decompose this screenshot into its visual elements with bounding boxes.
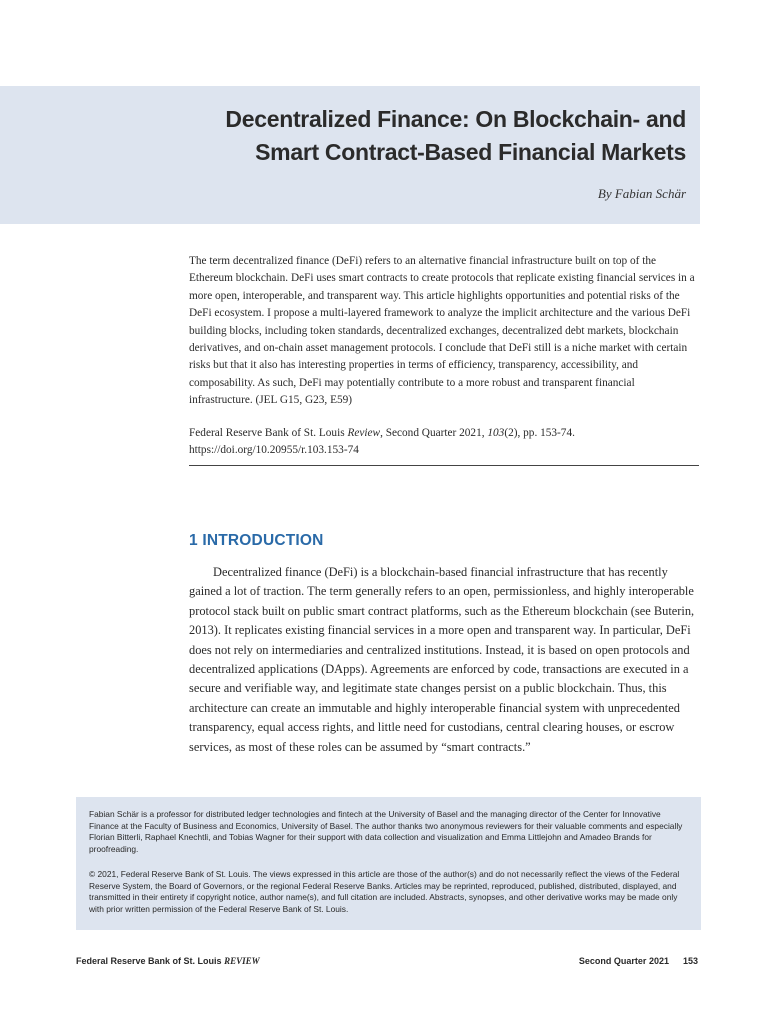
- citation-volume: 103: [487, 427, 505, 439]
- citation-middle: , Second Quarter 2021,: [380, 427, 488, 439]
- citation-prefix: Federal Reserve Bank of St. Louis: [189, 427, 348, 439]
- footer-journal: [76, 956, 260, 966]
- author-note: Fabian Schär is a professor for distributed ledger technologies and fintech at the University of Basel and the managing director of the Center for Innovative Finance at the Faculty of Business and Economics, University of Basel. The author thanks two anonymous reviewers for their valuable comments and especially Florian Bitterli, Raphael Knechtli, and Tobias Wagner for their support with data collection and visualization and Emma Littlejohn and Amadeo Brands for proofreading.: [89, 809, 683, 854]
- title-line-1: Decentralized Finance: On Blockchain- and: [225, 106, 686, 132]
- page-number: 153: [682, 956, 698, 966]
- title-line-2: Smart Contract-Based Financial Markets: [255, 139, 686, 165]
- article-title: [86, 103, 686, 169]
- introduction-paragraph: Decentralized finance (DeFi) is a blockchain-based financial infrastructure that has recently gained a lot of traction. The term generally refers to an open, permissionless, and highly interoperable protocol stack built on public smart contract platforms, such as the Ethereum blockchain (see Buterin, 2013). It replicates existing financial services in a more open and transparent way. In particular, DeFi does not rely on intermediaries and centralized institutions. Instead, it is based on open protocols and decentralized applications (DApps). Agreements are enforced by code, transactions are executed in a secure and verifiable way, and legitimate state changes persist on a public blockchain. Thus, this architecture can create an immutable and highly interoperable financial system with unprecedented transparency, equal access rights, and little need for custodians, central clearing houses, or escrow services, as most of these roles can be assumed by “smart contracts.”: [189, 565, 695, 754]
- citation: [189, 425, 699, 460]
- citation-journal: Review: [347, 427, 381, 439]
- footer-issue-date: Second Quarter 2021: [578, 956, 669, 966]
- section-heading: 1 INTRODUCTION: [189, 532, 324, 549]
- divider-rule: [189, 465, 699, 466]
- footer-review: REVIEW: [224, 956, 260, 966]
- citation-suffix: (2), pp. 153-74.: [504, 427, 575, 439]
- author-byline: By Fabian Schär: [597, 186, 686, 201]
- copyright-note: © 2021, Federal Reserve Bank of St. Louis. The views expressed in this article are those of the author(s) and do not necessarily reflect the views of the Federal Reserve System, the Board of Governors, or the regional Federal Reserve Banks. Articles may be reprinted, reproduced, published, distributed, displayed, and transmitted in their entirety if copyright notice, author name(s), and full citation are included. Abstracts, synopses, and other derivative works may be made only with prior written permission of the Federal Reserve Bank of St. Louis.: [89, 869, 680, 914]
- footer-issue: [579, 956, 698, 966]
- footer-journal-name: Federal Reserve Bank of St. Louis: [76, 956, 225, 966]
- citation-doi-link[interactable]: https://doi.org/10.20955/r.103.153-74: [189, 444, 359, 457]
- abstract: The term decentralized finance (DeFi) refers to an alternative financial infrastructure built on top of the Ethereum blockchain. DeFi uses smart contracts to create protocols that replicate existing financial services in a more open, interoperable, and transparent way. This article highlights opportunities and potential risks of the DeFi ecosystem. I propose a multi-layered framework to analyze the implicit architecture and the various DeFi building blocks, including token standards, decentralized exchanges, decentralized debt markets, blockchain derivatives, and on-chain asset management protocols. I conclude that DeFi still is a niche market with certain risks but that it also has interesting properties in terms of efficiency, transparency, accessibility, and composability. As such, DeFi may potentially contribute to a more robust and transparent financial infrastructure. (JEL G15, G23, E59): [189, 255, 695, 407]
